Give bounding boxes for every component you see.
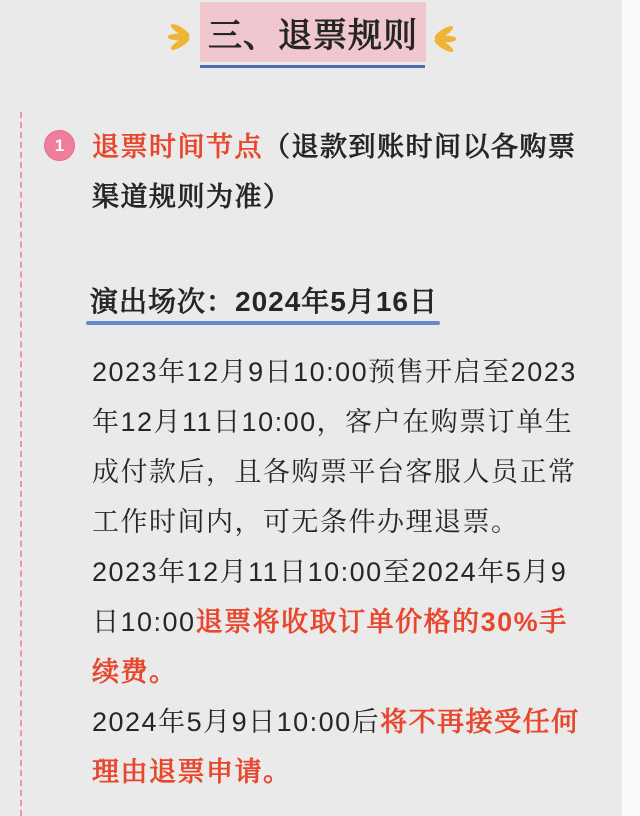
text-line xyxy=(92,597,580,647)
body-text-segment: 年12月11日10:00，客户在购票订单生 xyxy=(92,407,574,437)
section-heading xyxy=(92,122,577,222)
dashed-rail xyxy=(20,112,22,816)
body-text-segment-red: 续费。 xyxy=(92,657,178,687)
text-line xyxy=(92,647,580,697)
show-date-heading: 演出场次：2024年5月16日 xyxy=(90,286,439,317)
text-line xyxy=(92,497,580,547)
text-line xyxy=(92,397,580,447)
show-date-underline xyxy=(86,321,440,325)
text-line xyxy=(92,347,580,397)
heading-black-text: （退款到账时间以各购票 xyxy=(263,132,577,162)
heading-line2-text: 渠道规则为准） xyxy=(92,182,292,212)
text-line xyxy=(92,447,580,497)
body-text-segment: 2023年12月9日10:00预售开启至2023 xyxy=(92,357,577,387)
sparkle-icon xyxy=(430,25,457,53)
title-underline xyxy=(200,65,425,68)
body-text-segment: 2024年5月9日10:00后 xyxy=(92,707,381,737)
body-text-segment: 成付款后，且各购票平台客服人员正常 xyxy=(92,457,577,487)
heading-red-text: 退票时间节点 xyxy=(92,132,263,162)
text-line xyxy=(92,747,580,797)
body-text-segment-red: 退票将收取订单价格的30%手 xyxy=(195,607,568,637)
heading-line xyxy=(92,172,577,222)
text-line xyxy=(92,697,580,747)
section-number-badge xyxy=(44,130,75,161)
page-edge-strip xyxy=(622,0,640,816)
body-text-segment: 日10:00 xyxy=(92,607,196,637)
section-number: 1 xyxy=(54,135,65,155)
body-text-segment-red: 将不再接受任何 xyxy=(380,707,580,737)
sparkle-icon xyxy=(167,23,194,51)
body-text-segment-red: 理由退票申请。 xyxy=(92,757,292,787)
rules-body xyxy=(92,347,580,797)
text-line xyxy=(92,547,580,597)
body-text-segment: 2023年12月11日10:00至2024年5月9 xyxy=(92,557,568,587)
heading-line xyxy=(92,122,577,172)
body-text-segment: 工作时间内，可无条件办理退票。 xyxy=(92,507,520,537)
page-title: 三、退票规则 xyxy=(200,2,426,62)
